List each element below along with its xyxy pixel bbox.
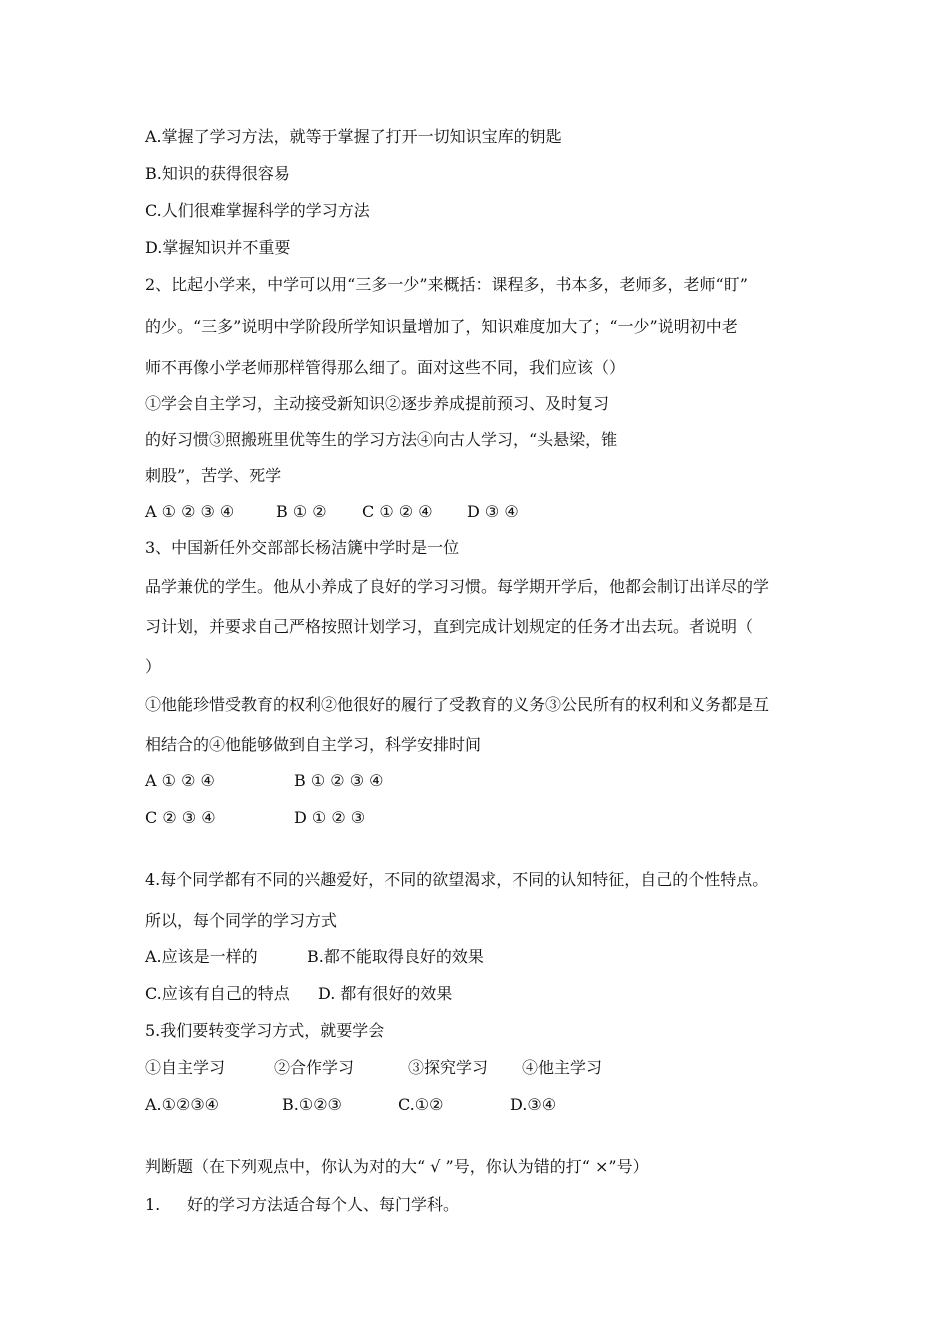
judge-item-1-number: 1. [145,1195,161,1214]
q2-option-c: C ① ② ④ [362,502,433,521]
q5-item-1: ①自主学习 [145,1058,226,1077]
judge-item-1-text: 好的学习方法适合每个人、每门学科。 [187,1195,460,1214]
q1-option-a: A.掌握了学习方法，就等于掌握了打开一切知识宝库的钥匙 [145,127,562,146]
q2-item-line-3: 刺股”，苦学、死学 [145,466,282,485]
q2-stem-line-1: 2、比起小学来，中学可以用“三多一少”来概括：课程多，书本多，老师多，老师“盯” [145,275,748,294]
q4-option-c: C.应该有自己的特点 [145,984,290,1003]
q4-option-a: A.应该是一样的 [145,947,258,966]
q5-item-3: ③探究学习 [408,1058,489,1077]
q3-option-d: D ① ② ③ [294,808,366,827]
q3-item-line-2: 相结合的④他能够做到自主学习，科学安排时间 [145,735,482,754]
q3-stem-line-2: 品学兼优的学生。他从小养成了良好的学习习惯。每学期开学后，他都会制订出详尽的学 [145,577,770,596]
q1-option-c: C.人们很难掌握科学的学习方法 [145,201,370,220]
q3-option-b: B ① ② ③ ④ [294,771,384,790]
q5-item-2: ②合作学习 [274,1058,355,1077]
q4-option-d: D. 都有很好的效果 [318,984,453,1003]
q2-item-line-1: ①学会自主学习，主动接受新知识②逐步养成提前预习、及时复习 [145,394,610,413]
q2-option-b: B ① ② [276,502,327,521]
q2-item-line-2: 的好习惯③照搬班里优等生的学习方法④向古人学习，“头悬梁，锥 [145,430,618,449]
q2-option-d: D ③ ④ [467,502,519,521]
q3-option-c: C ② ③ ④ [145,808,216,827]
q3-option-a: A ① ② ④ [145,771,215,790]
q2-option-a: A ① ② ③ ④ [145,502,235,521]
q3-item-line-1: ①他能珍惜受教育的权利②他很好的履行了受教育的义务③公民所有的权利和义务都是互 [145,695,770,714]
judge-heading: 判断题（在下列观点中，你认为对的大“ √ ”号，你认为错的打“ ×”号） [145,1157,649,1176]
q1-option-d: D.掌握知识并不重要 [145,238,291,257]
q5-stem: 5.我们要转变学习方式，就要学会 [145,1021,385,1040]
q5-option-d: D.③④ [510,1095,557,1114]
q5-item-4: ④他主学习 [522,1058,603,1077]
q5-option-a: A.①②③④ [145,1095,220,1114]
q2-stem-line-2: 的少。“三多”说明中学阶段所学知识量增加了，知识难度加大了；“一少”说明初中老 [145,317,738,336]
q3-stem-line-4: ） [145,657,162,676]
q3-stem-line-1: 3、中国新任外交部部长杨洁篪中学时是一位 [145,538,460,557]
q3-stem-line-3: 习计划，并要求自己严格按照计划学习，直到完成计划规定的任务才出去玩。者说明（ [145,617,754,636]
q1-option-b: B.知识的获得很容易 [145,164,290,183]
q4-stem-line-2: 所以，每个同学的学习方式 [145,911,338,930]
q5-option-c: C.①② [398,1095,444,1114]
q2-stem-line-3: 师不再像小学老师那样管得那么细了。面对这些不同，我们应该（） [145,358,626,377]
q4-option-b: B.都不能取得良好的效果 [307,947,484,966]
q5-option-b: B.①②③ [282,1095,342,1114]
q4-stem-line-1: 4.每个同学都有不同的兴趣爱好，不同的欲望渴求，不同的认知特征，自己的个性特点。 [145,870,769,889]
